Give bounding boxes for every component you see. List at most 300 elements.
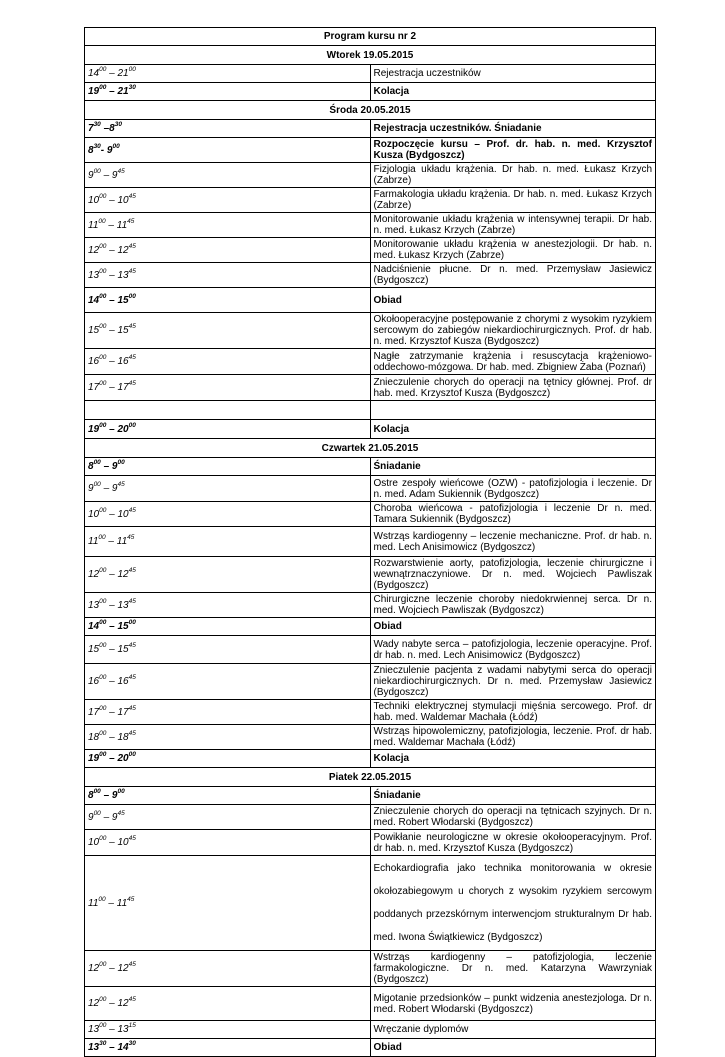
end-hour: 17 [117, 706, 129, 718]
session-title: Obiad [373, 1042, 402, 1053]
start-hour: 13 [88, 1024, 100, 1035]
description-cell [370, 138, 656, 163]
start-minute: 00 [93, 481, 101, 488]
session-title: Wstrząs kardiogenny – patofizjologia, leczenie farmakologiczne. Dr n. med. Katarzyna Wawrzyniak (Bydgoszcz) [373, 952, 652, 985]
end-minute: 45 [128, 674, 136, 681]
time-cell [85, 65, 371, 83]
time-cell [85, 401, 371, 420]
end-minute: 00 [128, 66, 136, 73]
time-separator: – [106, 508, 118, 520]
start-hour: 11 [88, 536, 99, 547]
end-minute: 45 [128, 961, 136, 968]
session-title: Wstrząs hipowolemiczny, patofizjologia, leczenie. Prof. dr hab. med. Waldemar Machała (Łódź) [373, 726, 652, 748]
time-separator: – [106, 382, 118, 393]
time-cell [85, 83, 371, 101]
time-cell [85, 502, 371, 527]
start-hour: 17 [88, 706, 100, 718]
start-hour: 13 [88, 269, 100, 281]
end-minute: 00 [117, 788, 125, 795]
description-cell [370, 750, 656, 768]
session-title: Kolacja [373, 753, 410, 764]
start-hour: 12 [88, 244, 100, 256]
schedule-row [85, 163, 656, 188]
start-minute: 00 [99, 729, 107, 737]
start-minute: 00 [99, 242, 107, 250]
time-separator: – [106, 963, 118, 974]
time-separator: – [100, 790, 112, 801]
end-hour: 15 [117, 294, 129, 306]
time-separator: – [100, 483, 112, 494]
time-separator: – [106, 1042, 118, 1053]
description-cell [370, 856, 656, 951]
end-hour: 10 [117, 837, 129, 848]
time-separator: – [106, 194, 118, 206]
day-header: Środa 20.05.2015 [85, 101, 656, 120]
start-minute: 30 [93, 142, 101, 150]
end-hour: 12 [117, 244, 129, 256]
schedule-row [85, 401, 656, 420]
time-separator: – [106, 706, 118, 718]
description-cell [370, 238, 656, 263]
schedule-row [85, 527, 656, 557]
time-separator: – [106, 753, 118, 764]
time-separator: – [106, 621, 118, 632]
time-cell [85, 787, 371, 805]
day-header-row [85, 439, 656, 458]
description-cell [370, 420, 656, 439]
start-minute: 00 [99, 619, 107, 626]
start-minute: 00 [93, 459, 101, 466]
program-title: Program kursu nr 2 [85, 28, 656, 46]
end-minute: 45 [128, 835, 136, 842]
end-minute: 45 [128, 996, 136, 1003]
time-cell [85, 557, 371, 593]
end-minute: 45 [127, 534, 135, 541]
start-minute: 00 [93, 809, 101, 817]
time-separator: – [106, 269, 118, 281]
end-hour: 20 [117, 423, 129, 435]
end-hour: 15 [117, 644, 129, 655]
end-minute: 00 [117, 459, 125, 466]
start-minute: 00 [99, 267, 107, 275]
session-title: Rozpoczęcie kursu – Prof. dr. hab. n. med. Krzysztof Kusza (Bydgoszcz) [373, 139, 652, 161]
description-cell [370, 120, 656, 138]
description-cell [370, 163, 656, 188]
description-cell [370, 725, 656, 750]
schedule-row [85, 987, 656, 1021]
session-title: Chirurgiczne leczenie choroby niedokrwiennej serca. Dr n. med. Wojciech Pawliszak (Bydgoszcz) [373, 594, 652, 616]
start-minute: 00 [99, 597, 107, 605]
time-separator: – [106, 325, 118, 336]
time-cell [85, 188, 371, 213]
start-hour: 18 [88, 731, 100, 743]
end-hour: 11 [116, 219, 128, 231]
time-separator: – [106, 356, 118, 367]
end-minute: 45 [127, 895, 135, 903]
time-separator: – [106, 294, 118, 306]
end-hour: 13 [117, 599, 129, 611]
description-cell [370, 1039, 656, 1057]
time-cell [85, 805, 371, 830]
schedule-row [85, 750, 656, 768]
session-title: Monitorowanie układu krążenia w anestezjologii. Dr hab. n. med. Łukasz Krzych (Zabrze) [373, 239, 652, 261]
session-title: Znieczulenie pacjenta z wadami nabytymi serca do operacji niekardiochirurgicznych. Dr n. med. Przemysław Jasiewicz (Bydgoszcz) [373, 665, 652, 698]
end-hour: 21 [117, 68, 129, 79]
time-cell [85, 951, 371, 987]
end-hour: 21 [117, 86, 129, 97]
end-minute: 45 [128, 597, 136, 605]
start-hour: 16 [88, 676, 100, 687]
session-title: Migotanie przedsionków – punkt widzenia anestezjologa. Dr n. med. Robert Włodarski (Bydgoszcz) [373, 992, 652, 1015]
end-hour: 20 [117, 753, 129, 764]
schedule-row [85, 238, 656, 263]
start-hour: 8 [88, 790, 94, 801]
title-row [85, 28, 656, 46]
start-hour: 10 [88, 508, 100, 520]
time-separator: – [100, 123, 110, 134]
schedule-row [85, 313, 656, 349]
start-minute: 00 [99, 961, 107, 968]
time-cell [85, 476, 371, 502]
schedule-row [85, 120, 656, 138]
schedule-row [85, 138, 656, 163]
start-hour: 12 [88, 963, 100, 974]
end-hour: 12 [117, 998, 129, 1009]
schedule-row [85, 213, 656, 238]
start-hour: 15 [88, 325, 100, 336]
schedule-row [85, 664, 656, 700]
end-hour: 10 [117, 194, 129, 206]
start-minute: 00 [99, 751, 107, 758]
time-separator: – [105, 536, 117, 547]
start-minute: 00 [98, 895, 106, 903]
time-cell [85, 238, 371, 263]
end-minute: 45 [128, 380, 136, 387]
time-cell [85, 138, 371, 163]
session-title: Fizjologia układu krążenia. Dr hab. n. med. Łukasz Krzych (Zabrze) [373, 164, 652, 186]
session-title: Kolacja [373, 86, 410, 97]
description-cell [370, 375, 656, 401]
schedule-row [85, 502, 656, 527]
program-table-body [85, 28, 656, 1057]
schedule-row [85, 458, 656, 476]
start-hour: 12 [88, 569, 100, 580]
end-hour: 8 [109, 123, 115, 134]
end-hour: 17 [117, 382, 129, 393]
schedule-row [85, 375, 656, 401]
schedule-row [85, 805, 656, 830]
day-header-row [85, 46, 656, 65]
time-cell [85, 313, 371, 349]
time-separator: – [106, 1024, 118, 1035]
schedule-row [85, 476, 656, 502]
end-minute: 00 [128, 421, 136, 429]
time-separator: – [100, 169, 112, 181]
end-hour: 14 [117, 1042, 129, 1053]
description-cell [370, 951, 656, 987]
end-hour: 15 [117, 325, 129, 336]
end-hour: 16 [117, 356, 129, 367]
schedule-row [85, 636, 656, 664]
time-cell [85, 725, 371, 750]
time-cell [85, 163, 371, 188]
time-separator: - [100, 144, 107, 156]
start-minute: 00 [99, 1022, 107, 1029]
time-separator: – [106, 569, 118, 580]
program-table [84, 27, 656, 1057]
start-hour: 8 [88, 461, 94, 472]
time-cell [85, 420, 371, 439]
end-minute: 15 [128, 1022, 136, 1029]
description-cell [370, 401, 656, 420]
description-cell [370, 188, 656, 213]
schedule-row [85, 83, 656, 101]
schedule-row [85, 593, 656, 618]
time-cell [85, 636, 371, 664]
session-title: Nagłe zatrzymanie krążenia i resuscytacja krążeniowo-oddechowo-mózgowa. Dr hab. med. Zbigniew Żaba (Poznań) [373, 350, 652, 373]
end-minute: 45 [128, 267, 136, 275]
start-minute: 00 [99, 642, 107, 649]
end-minute: 45 [117, 167, 125, 175]
schedule-row [85, 700, 656, 725]
session-title: Rejestracja uczestników [373, 68, 481, 79]
start-minute: 00 [99, 192, 107, 200]
start-hour: 10 [88, 837, 100, 848]
end-minute: 45 [128, 354, 136, 361]
schedule-row [85, 349, 656, 375]
start-hour: 19 [88, 423, 100, 435]
end-hour: 16 [117, 676, 129, 687]
time-separator: – [100, 811, 112, 823]
start-minute: 00 [99, 567, 107, 574]
start-hour: 7 [88, 123, 94, 134]
description-cell [370, 700, 656, 725]
time-cell [85, 750, 371, 768]
start-hour: 17 [88, 382, 100, 393]
description-cell [370, 213, 656, 238]
start-hour: 19 [88, 753, 100, 764]
start-hour: 14 [88, 294, 100, 306]
day-header: Piatek 22.05.2015 [85, 768, 656, 787]
start-hour: 10 [88, 194, 100, 206]
end-minute: 45 [128, 729, 136, 737]
time-cell [85, 349, 371, 375]
start-hour: 14 [88, 68, 100, 79]
start-hour: 12 [88, 998, 100, 1009]
start-minute: 00 [99, 506, 107, 514]
end-minute: 45 [128, 323, 136, 330]
time-cell [85, 288, 371, 313]
start-minute: 00 [99, 674, 107, 681]
time-separator: – [106, 68, 118, 79]
schedule-row [85, 1039, 656, 1057]
schedule-row [85, 65, 656, 83]
schedule-row [85, 1021, 656, 1039]
time-cell [85, 213, 371, 238]
description-cell [370, 557, 656, 593]
start-hour: 15 [88, 644, 100, 655]
time-separator: – [106, 731, 118, 743]
session-title: Znieczulenie chorych do operacji na tętnicach szyjnych. Dr n. med. Robert Włodarski (Bydgoszcz) [373, 806, 652, 828]
end-hour: 9 [111, 483, 118, 494]
end-hour: 9 [111, 461, 118, 472]
end-minute: 45 [128, 506, 136, 514]
description-cell [370, 830, 656, 856]
schedule-row [85, 618, 656, 636]
start-hour: 9 [88, 483, 94, 494]
time-cell [85, 700, 371, 725]
time-separator: – [106, 998, 118, 1009]
end-hour: 9 [111, 169, 118, 181]
schedule-row [85, 288, 656, 313]
time-separator: – [105, 219, 117, 231]
session-title: Wady nabyte serca – patofizjologia, leczenie operacyjne. Prof. dr hab. n. med. Lech Anisimowicz (Bydgoszcz) [373, 638, 652, 661]
time-cell [85, 618, 371, 636]
time-cell [85, 120, 371, 138]
time-separator: – [106, 676, 118, 687]
end-hour: 9 [106, 144, 113, 156]
description-cell [370, 349, 656, 375]
start-minute: 30 [93, 121, 101, 128]
day-header-row [85, 101, 656, 120]
time-cell [85, 593, 371, 618]
time-separator: – [106, 244, 118, 256]
session-title: Monitorowanie układu krążenia w intensywnej terapii. Dr hab. n. med. Łukasz Krzych (Zabrze) [373, 214, 652, 236]
schedule-row [85, 420, 656, 439]
session-title: Wręczanie dyplomów [373, 1024, 469, 1035]
description-cell [370, 476, 656, 502]
start-minute: 00 [99, 292, 107, 300]
end-minute: 30 [128, 1040, 136, 1047]
schedule-row [85, 725, 656, 750]
end-minute: 45 [128, 704, 136, 712]
day-header: Wtorek 19.05.2015 [85, 46, 656, 65]
session-title: Echokardiografia jako technika monitorowania w okresie okołozabiegowym u chorych z wysokim ryzykiem sercowym poddanych przezskórnym interwencjom strukturalnym Dr hab. med. Iwona Świątkiewicz (Bydgoszcz) [373, 863, 652, 943]
end-hour: 12 [117, 963, 129, 974]
start-minute: 00 [98, 534, 106, 541]
start-hour: 11 [88, 219, 99, 231]
start-hour: 11 [88, 897, 99, 909]
description-cell [370, 787, 656, 805]
end-minute: 00 [128, 619, 136, 626]
start-minute: 00 [99, 380, 107, 387]
end-minute: 30 [128, 84, 136, 91]
description-cell [370, 636, 656, 664]
start-minute: 00 [99, 421, 107, 429]
time-separator: – [106, 423, 118, 435]
end-minute: 00 [128, 751, 136, 758]
end-minute: 45 [128, 642, 136, 649]
end-minute: 45 [127, 217, 135, 225]
end-hour: 13 [117, 1024, 129, 1035]
description-cell [370, 527, 656, 557]
session-title: Techniki elektrycznej stymulacji mięśnia sercowego. Prof. dr hab. med. Waldemar Machała (Łódź) [373, 701, 652, 723]
start-minute: 30 [99, 1040, 107, 1047]
start-minute: 00 [99, 835, 107, 842]
description-cell [370, 593, 656, 618]
schedule-row [85, 787, 656, 805]
end-minute: 30 [114, 121, 122, 128]
end-minute: 45 [117, 809, 125, 817]
time-cell [85, 263, 371, 288]
end-hour: 9 [111, 790, 118, 801]
start-hour: 19 [88, 86, 100, 97]
time-cell [85, 458, 371, 476]
schedule-row [85, 188, 656, 213]
end-hour: 10 [117, 508, 129, 520]
time-cell [85, 527, 371, 557]
start-hour: 8 [88, 144, 94, 156]
start-minute: 00 [99, 84, 107, 91]
start-hour: 13 [88, 599, 100, 611]
session-title: Okołooperacyjne postępowanie z chorymi z wysokim ryzykiem sercowym do zabiegów niekardiochirurgicznych. Prof. dr hab. n. med. Krzysztof Kusza (Bydgoszcz) [373, 314, 652, 347]
session-title: Znieczulenie chorych do operacji na tętnicy głównej. Prof. dr hab. med. Krzysztof Kusza (Bydgoszcz) [373, 376, 652, 399]
start-hour: 13 [88, 1042, 100, 1053]
end-minute: 00 [112, 142, 120, 150]
session-title: Kolacja [373, 423, 410, 435]
description-cell [370, 618, 656, 636]
time-separator: – [105, 897, 117, 909]
session-title: Śniadanie [373, 790, 421, 801]
schedule-row [85, 263, 656, 288]
start-minute: 00 [93, 167, 101, 175]
end-hour: 11 [116, 897, 128, 909]
time-separator: – [100, 461, 112, 472]
time-cell [85, 1021, 371, 1039]
end-minute: 45 [128, 242, 136, 250]
session-title: Obiad [373, 621, 402, 632]
description-cell [370, 1021, 656, 1039]
start-minute: 00 [99, 354, 107, 361]
end-hour: 15 [117, 621, 129, 632]
description-cell [370, 83, 656, 101]
day-header: Czwartek 21.05.2015 [85, 439, 656, 458]
time-separator: – [106, 837, 118, 848]
start-hour: 14 [88, 621, 100, 632]
start-minute: 00 [99, 996, 107, 1003]
schedule-row [85, 951, 656, 987]
session-title: Farmakologia układu krążenia. Dr hab. n. med. Łukasz Krzych (Zabrze) [373, 189, 652, 211]
time-separator: – [106, 86, 118, 97]
session-title: Rejestracja uczestników. Śniadanie [373, 123, 542, 134]
description-cell [370, 313, 656, 349]
session-title: Rozwarstwienie aorty, patofizjologia, leczenie chirurgiczne i wewnątrznaczyniowe. Dr n. med. Wojciech Pawliszak (Bydgoszcz) [373, 558, 652, 591]
time-cell [85, 664, 371, 700]
description-cell [370, 502, 656, 527]
time-cell [85, 1039, 371, 1057]
schedule-row [85, 557, 656, 593]
session-title: Choroba wieńcowa - patofizjologia i leczenie Dr n. med. Tamara Sukiennik (Bydgoszcz) [373, 503, 652, 525]
description-cell [370, 664, 656, 700]
end-minute: 00 [128, 292, 136, 300]
session-title: Powikłanie neurologiczne w okresie okołooperacyjnym. Prof. dr hab. n. med. Krzysztof Kusza (Bydgoszcz) [373, 831, 652, 854]
description-cell [370, 987, 656, 1021]
start-minute: 00 [99, 66, 107, 73]
description-cell [370, 458, 656, 476]
description-cell [370, 65, 656, 83]
session-title: Wstrząs kardiogenny – leczenie mechaniczne. Prof. dr hab. n. med. Lech Anisimowicz (Bydgoszcz) [373, 530, 652, 553]
end-hour: 13 [117, 269, 129, 281]
end-minute: 45 [117, 481, 125, 488]
time-cell [85, 856, 371, 951]
session-title: Obiad [373, 294, 402, 306]
start-hour: 9 [88, 169, 94, 181]
end-hour: 11 [116, 536, 128, 547]
end-minute: 45 [128, 192, 136, 200]
end-hour: 12 [117, 569, 129, 580]
end-hour: 9 [111, 811, 118, 823]
session-title: Nadciśnienie płucne. Dr n. med. Przemysław Jasiewicz (Bydgoszcz) [373, 264, 652, 286]
